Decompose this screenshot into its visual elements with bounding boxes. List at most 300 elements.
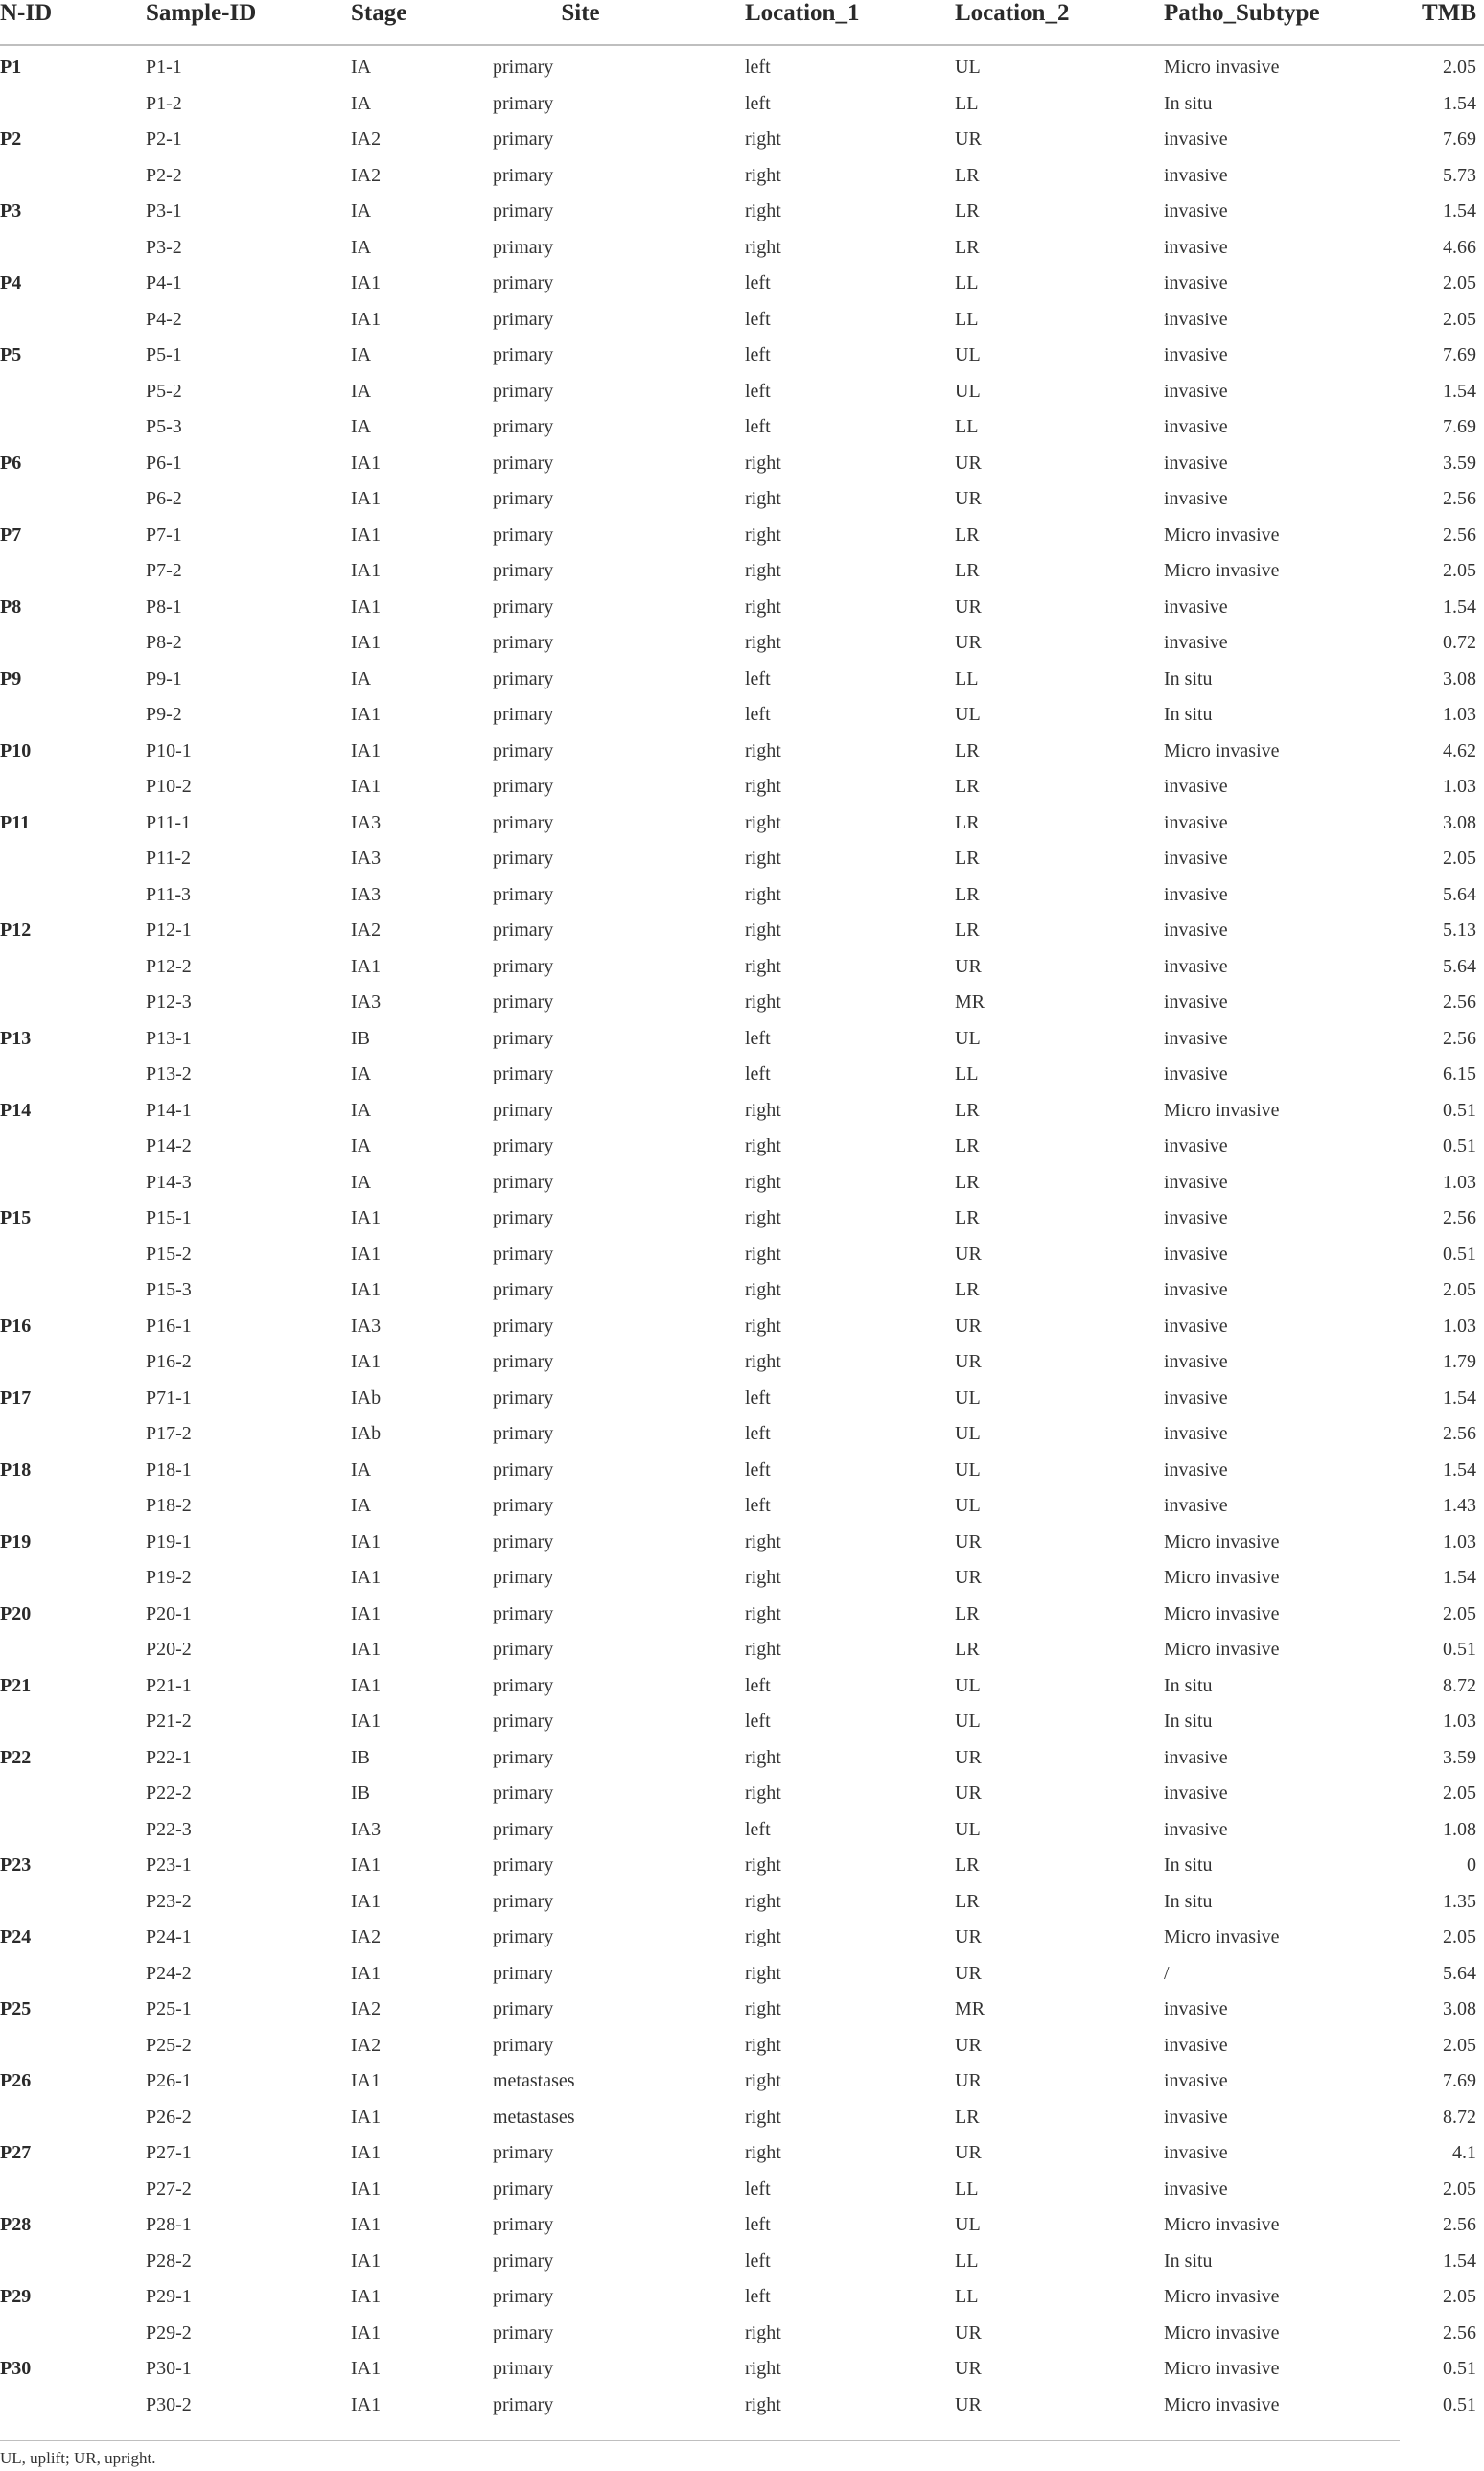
- cell-patho-subtype: /: [1164, 1962, 1170, 1984]
- cell-n-id: P25: [0, 1998, 32, 2020]
- cell-location-2: LR: [955, 560, 980, 582]
- table-row: [0, 86, 1484, 123]
- cell-tmb: 2.05: [1443, 308, 1476, 330]
- cell-location-1: left: [745, 308, 771, 330]
- cell-location-2: LL: [955, 667, 979, 689]
- cell-stage: IA1: [351, 955, 382, 977]
- cell-tmb: 2.05: [1443, 1602, 1476, 1624]
- cell-site: primary: [493, 1639, 554, 1661]
- cell-sample-id: P14-2: [146, 1135, 192, 1157]
- table-row: [0, 1057, 1484, 1093]
- cell-patho-subtype: In situ: [1164, 1711, 1213, 1733]
- cell-sample-id: P3-2: [146, 236, 182, 258]
- cell-location-2: UR: [955, 595, 982, 618]
- cell-location-1: right: [745, 1746, 781, 1768]
- cell-patho-subtype: Micro invasive: [1164, 739, 1280, 761]
- cell-stage: IA1: [351, 595, 382, 618]
- cell-n-id: [0, 769, 146, 805]
- cell-site: primary: [493, 416, 554, 438]
- cell-location-1: left: [745, 1495, 771, 1517]
- cell-patho-subtype: In situ: [1164, 2250, 1213, 2272]
- cell-stage: IA3: [351, 848, 382, 870]
- cell-site: primary: [493, 1711, 554, 1733]
- cell-patho-subtype: invasive: [1164, 452, 1228, 474]
- cell-patho-subtype: In situ: [1164, 667, 1213, 689]
- cell-site: primary: [493, 2358, 554, 2380]
- cell-stage: IA1: [351, 1890, 382, 1912]
- cell-patho-subtype: Micro invasive: [1164, 57, 1280, 79]
- cell-site: primary: [493, 848, 554, 870]
- cell-stage: IA1: [351, 2393, 382, 2415]
- table-row: [0, 481, 1484, 518]
- cell-location-2: UL: [955, 1387, 981, 1409]
- cell-location-1: right: [745, 1854, 781, 1877]
- cell-location-1: right: [745, 1351, 781, 1373]
- cell-n-id: [0, 1776, 146, 1812]
- table-row: [0, 2100, 1484, 2136]
- cell-stage: IA: [351, 1063, 372, 1085]
- cell-site: primary: [493, 1243, 554, 1265]
- cell-stage: IB: [351, 1783, 370, 1805]
- cell-sample-id: P24-1: [146, 1926, 192, 1948]
- cell-n-id: [0, 1237, 146, 1273]
- cell-tmb: 2.05: [1443, 272, 1476, 294]
- cell-stage: IA: [351, 57, 372, 79]
- cell-site: primary: [493, 236, 554, 258]
- cell-location-2: LR: [955, 2106, 980, 2128]
- table-row: [0, 2172, 1484, 2208]
- cell-patho-subtype: invasive: [1164, 200, 1228, 222]
- cell-sample-id: P20-1: [146, 1602, 192, 1624]
- cell-location-1: right: [745, 164, 781, 186]
- cell-patho-subtype: invasive: [1164, 776, 1228, 798]
- cell-tmb: 3.59: [1443, 452, 1476, 474]
- cell-patho-subtype: Micro invasive: [1164, 1602, 1280, 1624]
- cell-stage: IA2: [351, 1926, 382, 1948]
- cell-stage: IA1: [351, 1639, 382, 1661]
- cell-tmb: 1.03: [1443, 776, 1476, 798]
- cell-sample-id: P8-1: [146, 595, 182, 618]
- cell-sample-id: P8-2: [146, 632, 182, 654]
- cell-tmb: 1.03: [1443, 1315, 1476, 1337]
- cell-patho-subtype: invasive: [1164, 380, 1228, 402]
- cell-stage: IA1: [351, 524, 382, 546]
- table-row: [0, 805, 1484, 842]
- cell-stage: IA1: [351, 1279, 382, 1301]
- cell-site: primary: [493, 595, 554, 618]
- cell-location-2: UL: [955, 1423, 981, 1445]
- cell-site: primary: [493, 2250, 554, 2272]
- table-row: [0, 841, 1484, 877]
- cell-sample-id: P26-1: [146, 2070, 192, 2092]
- cell-n-id: P5: [0, 344, 22, 366]
- cell-sample-id: P27-1: [146, 2142, 192, 2164]
- cell-patho-subtype: In situ: [1164, 1674, 1213, 1696]
- cell-stage: IA1: [351, 1962, 382, 1984]
- cell-n-id: P23: [0, 1854, 32, 1877]
- cell-sample-id: P16-1: [146, 1315, 192, 1337]
- header-sample-id: Sample-ID: [146, 0, 351, 45]
- cell-location-1: right: [745, 2393, 781, 2415]
- cell-location-1: right: [745, 1567, 781, 1589]
- table-row: [0, 1776, 1484, 1812]
- cell-patho-subtype: invasive: [1164, 1458, 1228, 1480]
- table-row: [0, 1920, 1484, 1956]
- cell-site: primary: [493, 1495, 554, 1517]
- cell-site: primary: [493, 2286, 554, 2308]
- cell-stage: IA1: [351, 1602, 382, 1624]
- cell-location-2: UR: [955, 2393, 982, 2415]
- cell-location-1: left: [745, 1458, 771, 1480]
- cell-tmb: 0.51: [1443, 1135, 1476, 1157]
- cell-n-id: [0, 374, 146, 410]
- cell-site: primary: [493, 1926, 554, 1948]
- cell-sample-id: P18-2: [146, 1495, 192, 1517]
- cell-n-id: [0, 949, 146, 986]
- table-body: [0, 45, 1484, 2423]
- cell-n-id: P8: [0, 595, 22, 618]
- cell-site: primary: [493, 1962, 554, 1984]
- cell-n-id: [0, 1165, 146, 1201]
- cell-tmb: 1.54: [1443, 595, 1476, 618]
- cell-patho-subtype: invasive: [1164, 1279, 1228, 1301]
- table-row: [0, 949, 1484, 986]
- cell-stage: IA: [351, 1135, 372, 1157]
- cell-sample-id: P7-1: [146, 524, 182, 546]
- cell-location-2: UL: [955, 1027, 981, 1049]
- cell-sample-id: P17-2: [146, 1423, 192, 1445]
- cell-patho-subtype: invasive: [1164, 164, 1228, 186]
- cell-location-2: LR: [955, 200, 980, 222]
- cell-tmb: 0.51: [1443, 1099, 1476, 1121]
- cell-location-2: UR: [955, 1243, 982, 1265]
- cell-site: primary: [493, 2178, 554, 2200]
- cell-sample-id: P71-1: [146, 1387, 192, 1409]
- cell-location-2: UR: [955, 2321, 982, 2343]
- cell-stage: IAb: [351, 1423, 382, 1445]
- cell-n-id: [0, 2100, 146, 2136]
- cell-sample-id: P20-2: [146, 1639, 192, 1661]
- cell-n-id: [0, 1488, 146, 1525]
- cell-patho-subtype: invasive: [1164, 991, 1228, 1014]
- cell-patho-subtype: invasive: [1164, 236, 1228, 258]
- cell-n-id: [0, 877, 146, 914]
- cell-patho-subtype: invasive: [1164, 1207, 1228, 1229]
- cell-site: primary: [493, 1783, 554, 1805]
- cell-patho-subtype: Micro invasive: [1164, 1639, 1280, 1661]
- cell-location-1: left: [745, 667, 771, 689]
- header-stage: Stage: [351, 0, 493, 45]
- cell-tmb: 1.08: [1443, 1818, 1476, 1840]
- cell-site: primary: [493, 1818, 554, 1840]
- cell-location-1: right: [745, 595, 781, 618]
- cell-location-2: UR: [955, 1315, 982, 1337]
- cell-stage: IA1: [351, 2142, 382, 2164]
- cell-sample-id: P15-1: [146, 1207, 192, 1229]
- cell-tmb: 2.05: [1443, 560, 1476, 582]
- cell-patho-subtype: invasive: [1164, 1783, 1228, 1805]
- cell-tmb: 0.72: [1443, 632, 1476, 654]
- cell-patho-subtype: In situ: [1164, 92, 1213, 114]
- cell-patho-subtype: Micro invasive: [1164, 1530, 1280, 1552]
- cell-location-2: LL: [955, 92, 979, 114]
- cell-n-id: [0, 302, 146, 338]
- cell-location-1: right: [745, 200, 781, 222]
- cell-location-1: right: [745, 2034, 781, 2056]
- cell-tmb: 3.08: [1443, 811, 1476, 833]
- cell-sample-id: P6-2: [146, 488, 182, 510]
- cell-location-2: LL: [955, 2286, 979, 2308]
- cell-sample-id: P3-1: [146, 200, 182, 222]
- cell-sample-id: P29-2: [146, 2321, 192, 2343]
- cell-tmb: 5.73: [1443, 164, 1476, 186]
- cell-location-1: left: [745, 57, 771, 79]
- cell-sample-id: P23-2: [146, 1890, 192, 1912]
- table-row: [0, 2244, 1484, 2280]
- cell-n-id: P7: [0, 524, 22, 546]
- cell-location-2: UR: [955, 632, 982, 654]
- cell-tmb: 1.54: [1443, 200, 1476, 222]
- cell-site: primary: [493, 704, 554, 726]
- cell-n-id: P14: [0, 1099, 32, 1121]
- cell-site: primary: [493, 1315, 554, 1337]
- header-site: Site: [493, 0, 745, 45]
- cell-site: primary: [493, 488, 554, 510]
- cell-location-1: left: [745, 2250, 771, 2272]
- header-tmb: TMB: [1394, 0, 1484, 45]
- cell-sample-id: P22-1: [146, 1746, 192, 1768]
- cell-sample-id: P9-1: [146, 667, 182, 689]
- table-row: [0, 1272, 1484, 1309]
- cell-location-2: LR: [955, 776, 980, 798]
- cell-location-1: left: [745, 1818, 771, 1840]
- cell-location-1: right: [745, 1926, 781, 1948]
- cell-tmb: 1.54: [1443, 380, 1476, 402]
- table-row: [0, 2316, 1484, 2352]
- table-row: [0, 2351, 1484, 2388]
- cell-location-1: right: [745, 1171, 781, 1193]
- cell-stage: IA3: [351, 991, 382, 1014]
- cell-stage: IA1: [351, 1207, 382, 1229]
- cell-site: primary: [493, 1207, 554, 1229]
- table-header: [0, 0, 1484, 45]
- cell-n-id: P20: [0, 1602, 32, 1624]
- cell-stage: IA1: [351, 452, 382, 474]
- cell-location-2: LR: [955, 811, 980, 833]
- cell-location-1: left: [745, 1423, 771, 1445]
- cell-stage: IA1: [351, 272, 382, 294]
- table-row: [0, 985, 1484, 1021]
- cell-n-id: [0, 1416, 146, 1453]
- cell-location-1: right: [745, 1783, 781, 1805]
- cell-site: primary: [493, 524, 554, 546]
- cell-stage: IB: [351, 1027, 370, 1049]
- cell-location-1: right: [745, 236, 781, 258]
- cell-stage: IA: [351, 416, 372, 438]
- cell-n-id: [0, 2316, 146, 2352]
- cell-patho-subtype: invasive: [1164, 595, 1228, 618]
- cell-sample-id: P28-1: [146, 2214, 192, 2236]
- cell-n-id: P26: [0, 2070, 32, 2092]
- table-row: [0, 734, 1484, 770]
- table-row: [0, 1381, 1484, 1417]
- cell-n-id: P10: [0, 739, 32, 761]
- cell-site: primary: [493, 1998, 554, 2020]
- cell-tmb: 1.54: [1443, 1567, 1476, 1589]
- cell-n-id: P4: [0, 272, 22, 294]
- table-row: [0, 1488, 1484, 1525]
- cell-stage: IA1: [351, 308, 382, 330]
- cell-tmb: 2.05: [1443, 57, 1476, 79]
- cell-n-id: P17: [0, 1387, 32, 1409]
- cell-site: primary: [493, 1063, 554, 1085]
- cell-patho-subtype: Micro invasive: [1164, 2214, 1280, 2236]
- cell-sample-id: P23-1: [146, 1854, 192, 1877]
- cell-patho-subtype: Micro invasive: [1164, 2358, 1280, 2380]
- cell-location-2: LR: [955, 236, 980, 258]
- cell-tmb: 3.08: [1443, 1998, 1476, 2020]
- cell-sample-id: P19-2: [146, 1567, 192, 1589]
- cell-site: primary: [493, 308, 554, 330]
- cell-stage: IA3: [351, 1818, 382, 1840]
- cell-site: primary: [493, 452, 554, 474]
- cell-sample-id: P5-2: [146, 380, 182, 402]
- cell-n-id: [0, 2172, 146, 2208]
- table-row: [0, 122, 1484, 158]
- cell-location-2: LR: [955, 848, 980, 870]
- cell-tmb: 7.69: [1443, 416, 1476, 438]
- cell-tmb: 0.51: [1443, 1639, 1476, 1661]
- cell-tmb: 2.56: [1443, 1423, 1476, 1445]
- cell-tmb: 2.05: [1443, 1926, 1476, 1948]
- cell-site: primary: [493, 1746, 554, 1768]
- cell-tmb: 2.05: [1443, 1279, 1476, 1301]
- table-row: [0, 45, 1484, 86]
- cell-site: primary: [493, 1351, 554, 1373]
- cell-patho-subtype: Micro invasive: [1164, 1926, 1280, 1948]
- cell-sample-id: P21-1: [146, 1674, 192, 1696]
- cell-location-2: UL: [955, 380, 981, 402]
- cell-location-2: LR: [955, 1602, 980, 1624]
- table-row: [0, 518, 1484, 554]
- cell-stage: IA1: [351, 2321, 382, 2343]
- cell-sample-id: P12-3: [146, 991, 192, 1014]
- cell-patho-subtype: invasive: [1164, 1818, 1228, 1840]
- cell-tmb: 1.03: [1443, 1171, 1476, 1193]
- cell-sample-id: P14-1: [146, 1099, 192, 1121]
- cell-tmb: 4.1: [1452, 2142, 1476, 2164]
- cell-stage: IA1: [351, 1530, 382, 1552]
- cell-tmb: 2.05: [1443, 848, 1476, 870]
- cell-site: primary: [493, 1854, 554, 1877]
- cell-location-2: UL: [955, 1458, 981, 1480]
- cell-n-id: [0, 1632, 146, 1668]
- cell-sample-id: P14-3: [146, 1171, 192, 1193]
- cell-stage: IA1: [351, 2250, 382, 2272]
- cell-sample-id: P9-2: [146, 704, 182, 726]
- cell-location-2: MR: [955, 991, 985, 1014]
- cell-location-2: LR: [955, 920, 980, 942]
- cell-site: primary: [493, 1674, 554, 1696]
- cell-patho-subtype: invasive: [1164, 1027, 1228, 1049]
- cell-n-id: P27: [0, 2142, 32, 2164]
- cell-location-2: UR: [955, 1530, 982, 1552]
- table-row: [0, 1668, 1484, 1705]
- cell-patho-subtype: invasive: [1164, 1315, 1228, 1337]
- cell-patho-subtype: invasive: [1164, 1171, 1228, 1193]
- cell-location-2: LL: [955, 416, 979, 438]
- cell-patho-subtype: invasive: [1164, 416, 1228, 438]
- cell-location-1: right: [745, 848, 781, 870]
- table-row: [0, 1884, 1484, 1921]
- cell-site: primary: [493, 1567, 554, 1589]
- cell-sample-id: P2-2: [146, 164, 182, 186]
- cell-location-2: UL: [955, 57, 981, 79]
- cell-location-1: right: [745, 560, 781, 582]
- cell-site: primary: [493, 2321, 554, 2343]
- table-row: [0, 1848, 1484, 1884]
- cell-tmb: 3.59: [1443, 1746, 1476, 1768]
- cell-site: metastases: [493, 2070, 575, 2092]
- cell-n-id: [0, 1956, 146, 1993]
- cell-sample-id: P10-2: [146, 776, 192, 798]
- table-row: [0, 769, 1484, 805]
- cell-location-1: left: [745, 1674, 771, 1696]
- cell-n-id: P16: [0, 1315, 32, 1337]
- cell-location-1: right: [745, 1279, 781, 1301]
- cell-location-2: LL: [955, 2178, 979, 2200]
- cell-sample-id: P28-2: [146, 2250, 192, 2272]
- cell-tmb: 1.03: [1443, 1711, 1476, 1733]
- cell-patho-subtype: invasive: [1164, 272, 1228, 294]
- cell-tmb: 5.13: [1443, 920, 1476, 942]
- cell-patho-subtype: invasive: [1164, 632, 1228, 654]
- cell-location-2: UR: [955, 2034, 982, 2056]
- cell-site: primary: [493, 667, 554, 689]
- cell-sample-id: P18-1: [146, 1458, 192, 1480]
- table-row: [0, 1165, 1484, 1201]
- cell-location-2: UL: [955, 1495, 981, 1517]
- cell-patho-subtype: invasive: [1164, 1998, 1228, 2020]
- cell-tmb: 7.69: [1443, 344, 1476, 366]
- cell-tmb: 5.64: [1443, 955, 1476, 977]
- cell-n-id: [0, 481, 146, 518]
- cell-location-2: UL: [955, 2214, 981, 2236]
- cell-n-id: [0, 841, 146, 877]
- cell-location-2: LR: [955, 1207, 980, 1229]
- cell-location-2: UR: [955, 488, 982, 510]
- cell-stage: IA1: [351, 1243, 382, 1265]
- cell-stage: IA: [351, 200, 372, 222]
- cell-tmb: 1.35: [1443, 1890, 1476, 1912]
- table-row: [0, 2207, 1484, 2244]
- cell-patho-subtype: invasive: [1164, 2178, 1228, 2200]
- cell-n-id: P1: [0, 57, 22, 79]
- cell-tmb: 3.08: [1443, 667, 1476, 689]
- cell-location-1: left: [745, 1387, 771, 1409]
- cell-tmb: 2.56: [1443, 991, 1476, 1014]
- cell-site: primary: [493, 1387, 554, 1409]
- table-row: [0, 1309, 1484, 1345]
- table-row: [0, 1597, 1484, 1633]
- cell-location-2: UR: [955, 1783, 982, 1805]
- cell-stage: IA2: [351, 1998, 382, 2020]
- cell-location-2: LR: [955, 1099, 980, 1121]
- cell-sample-id: P11-1: [146, 811, 192, 833]
- header-location-1: Location_1: [745, 0, 955, 45]
- cell-tmb: 2.56: [1443, 2214, 1476, 2236]
- cell-n-id: [0, 409, 146, 446]
